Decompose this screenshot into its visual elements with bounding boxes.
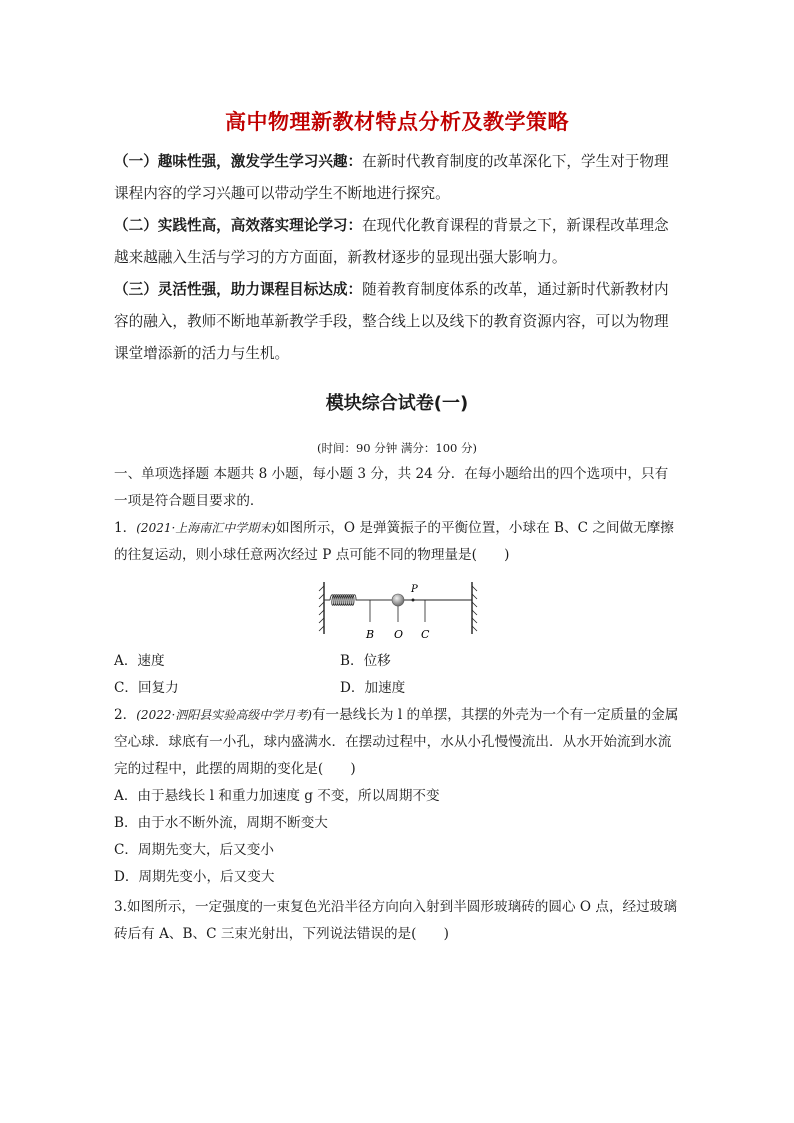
q2-source: (2022·泗阳县实验高级中学月考) [136, 708, 312, 722]
q1-option-d: D．加速度 [340, 680, 406, 696]
q2-text: 有一悬线长为 l 的单摆，其摆的外壳为一个有一定质量的金属空心球．球底有一小孔，球内盛满水．在摆动过程中，水从小孔慢慢流出．从水开始流到水流完的过程中，此摆的周期的变化是( ) [114, 707, 679, 777]
label-o: O [394, 628, 404, 641]
q1-source: (2021·上海南汇中学期末) [136, 521, 276, 535]
q1-option-c: C．回复力 [114, 680, 179, 696]
q2-option-c: C．周期先变大，后又变小 [114, 842, 274, 858]
exam-meta: (时间：90 分钟 满分：100 分) [316, 441, 478, 455]
section-1-label: （一）趣味性强，激发学生学习兴趣： [114, 153, 363, 170]
q2-number: 2． [114, 707, 137, 723]
section-3-label: （三）灵活性强，助力课程目标达成： [114, 281, 363, 298]
exam-title: 模块综合试卷(一) [325, 393, 469, 414]
q3-text: 3.如图所示，一定强度的一束复色光沿半径方向向入射到半圆形玻璃砖的圆心 O 点，经过玻璃砖后有 A、B、C 三束光射出，下列说法错误的是( ) [114, 899, 677, 942]
q2-option-b: B．由于水不断外流，周期不断变大 [114, 815, 328, 831]
section-3-text: 随着教育制度体系的改革，通过新时代新教材内容的融入，教师不断地革新教学手段，整合线上以及线下的教育资源内容，可以为物理课堂增添新的活力与生机。 [114, 281, 669, 362]
document-title: 高中物理新教材特点分析及教学策略 [225, 110, 569, 134]
left-wall [319, 582, 324, 634]
ball [392, 594, 404, 606]
question-3 [114, 894, 680, 948]
point-p-marker [412, 599, 415, 602]
section-2 [114, 210, 680, 274]
q1-text: 如图所示，O 是弹簧振子的平衡位置，小球在 B、C 之间做无摩擦的往复运动，则小球任意两次经过 P 点可能不同的物理量是( ) [114, 520, 674, 563]
right-wall [472, 582, 477, 634]
q1-option-b: B．位移 [340, 653, 391, 669]
q1-options [114, 648, 680, 702]
question-1 [114, 515, 680, 569]
q2-option-d: D．周期先变小，后又变大 [114, 869, 275, 885]
section-1 [114, 146, 680, 210]
part1-heading [114, 461, 680, 515]
q1-option-a: A．速度 [114, 653, 165, 669]
question-2 [114, 702, 680, 891]
section-3 [114, 274, 680, 370]
spring-coil [324, 595, 392, 606]
label-b: B [366, 628, 375, 641]
section-1-text: 在新时代教育制度的改革深化下，学生对于物理课程内容的学习兴趣可以带动学生不断地进行探究。 [114, 153, 669, 202]
q2-option-a: A．由于悬线长 l 和重力加速度 g 不变，所以周期不变 [114, 788, 440, 804]
label-c: C [421, 628, 430, 641]
part1-heading-text: 一、单项选择题 本题共 8 小题，每小题 3 分，共 24 分．在每小题给出的四个选项中，只有一项是符合题目要求的． [114, 466, 669, 509]
label-p: P [411, 584, 418, 595]
section-2-text: 在现代化教育课程的背景之下，新课程改革理念越来越融入生活与学习的方方面面，新教材逐步的显现出强大影响力。 [114, 217, 669, 266]
spring-oscillator-figure [318, 578, 478, 644]
section-2-label: （二）实践性高，高效落实理论学习： [114, 217, 363, 234]
q1-number: 1． [114, 520, 137, 536]
